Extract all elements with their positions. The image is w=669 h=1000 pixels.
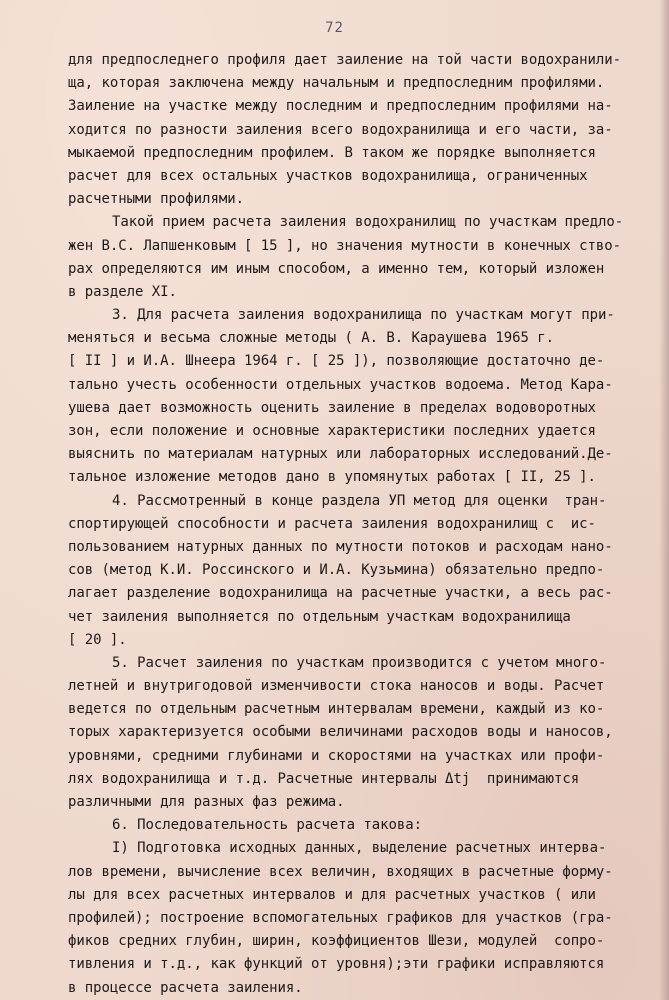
text-line: пользованием натурных данных по мутности потоков и расходам нано-: [68, 538, 613, 555]
text-line: меняться и весьма сложные методы ( А. В. Караушева 1965 г.: [68, 330, 554, 347]
text-line: ща, которая заключена между начальным и предпоследним профилями.: [68, 75, 605, 92]
text-line: в разделе XI.: [68, 283, 177, 300]
text-line: зон, если положение и основные характеристики последних удается: [68, 423, 596, 439]
text-line: выяснить по материалам натурных или лабораторных исследований.Де-: [68, 446, 613, 463]
text-line: уровнями, средними глубинами и скоростями на участках или профи-: [68, 747, 605, 764]
text-line: лях водохранилища и т.д. Расчетные интервалы Δtj принимаются: [68, 770, 580, 787]
text-line: для предпоследнего профиля дает заиление на той части водохранили-: [68, 52, 621, 68]
text-line: ведется по отдельным расчетным интервалам времени, каждый из ко-: [68, 701, 605, 718]
text-line: расчет для всех остальных участков водохранилища, ограниченных: [68, 167, 588, 184]
paragraph-first-line: I) Подготовка исходных данных, выделение расчетных интерва-: [112, 840, 607, 857]
page-edge-shadow: [659, 0, 669, 1000]
text-line: торых характеризуется особыми величинами расходов воды и наносов,: [68, 724, 613, 741]
paragraph-first-line: 3. Для расчета заиления водохранилища по участкам могут при-: [112, 307, 615, 324]
text-line: Заиление на участке между последним и предпоследним профилями на-: [68, 98, 613, 115]
text-line: рах определяются им иным способом, а именно тем, который изложен: [68, 260, 605, 277]
text-line: лагает разделение водохранилища на расчетные участки, а весь рас-: [68, 585, 613, 602]
text-line: ходится по разности заиления всего водохранилища и его части, за-: [68, 121, 613, 138]
text-line: лов времени, вычисление всех величин, входящих в расчетные форму-: [68, 863, 613, 880]
text-line: сов (метод К.И. Россинского и И.А. Кузьмина) обязательно предпо-: [68, 562, 605, 579]
text-line: [ 20 ].: [68, 631, 127, 648]
text-line: профилей); построение вспомогательных графиков для участков (гра-: [68, 909, 613, 926]
paragraph-first-line: 4. Рассмотренный в конце раздела УП метод для оценки тран-: [112, 492, 607, 509]
text-line: жен В.С. Лапшенковым [ 15 ], но значения мутности в конечных ство-: [68, 237, 621, 254]
text-line: ушева дает возможность оценить заиление в пределах водоворотных: [68, 399, 596, 416]
text-line: фиков средних глубин, ширин, коэффициентов Шези, модулей сопро-: [68, 933, 605, 950]
text-line: в процессе расчета заиления.: [68, 979, 303, 996]
text-line: тально учесть особенности отдельных участков водоема. Метод Кара-: [68, 376, 613, 393]
text-line: [ II ] и И.А. Шнеера 1964 г. [ 25 ]), позволяющие достаточно де-: [68, 353, 605, 370]
paragraph-first-line: 6. Последовательность расчета такова:: [112, 817, 423, 834]
text-line: тивления и т.д., как функций от уровня);эти графики исправляются: [68, 956, 605, 973]
paragraph-first-line: Такой прием расчета заиления водохранилищ по участкам предло-: [112, 214, 624, 231]
text-line: расчетными профилями.: [68, 191, 244, 208]
text-line: летней и внутригодовой изменчивости стока наносов и воды. Расчет: [68, 678, 605, 695]
text-line: тальное изложение методов дано в упомянутых работах [ II, 25 ].: [68, 469, 596, 486]
text-line: чет заиления выполняется по отдельным участкам водохранилища: [68, 608, 571, 625]
body-text: [68, 49, 656, 1000]
paragraph-first-line: 5. Расчет заиления по участкам производится с учетом много-: [112, 654, 607, 671]
text-line: спортирующей способности и расчета заиления водохранилищ с ис-: [68, 515, 596, 532]
text-line: мыкаемой предпоследним профилем. В таком же порядке выполняется: [68, 144, 596, 161]
text-line: различными для разных фаз режима.: [68, 794, 345, 810]
text-line: лы для всех расчетных интервалов и для расчетных участков ( или: [68, 886, 596, 903]
page-number: 72: [325, 20, 344, 36]
